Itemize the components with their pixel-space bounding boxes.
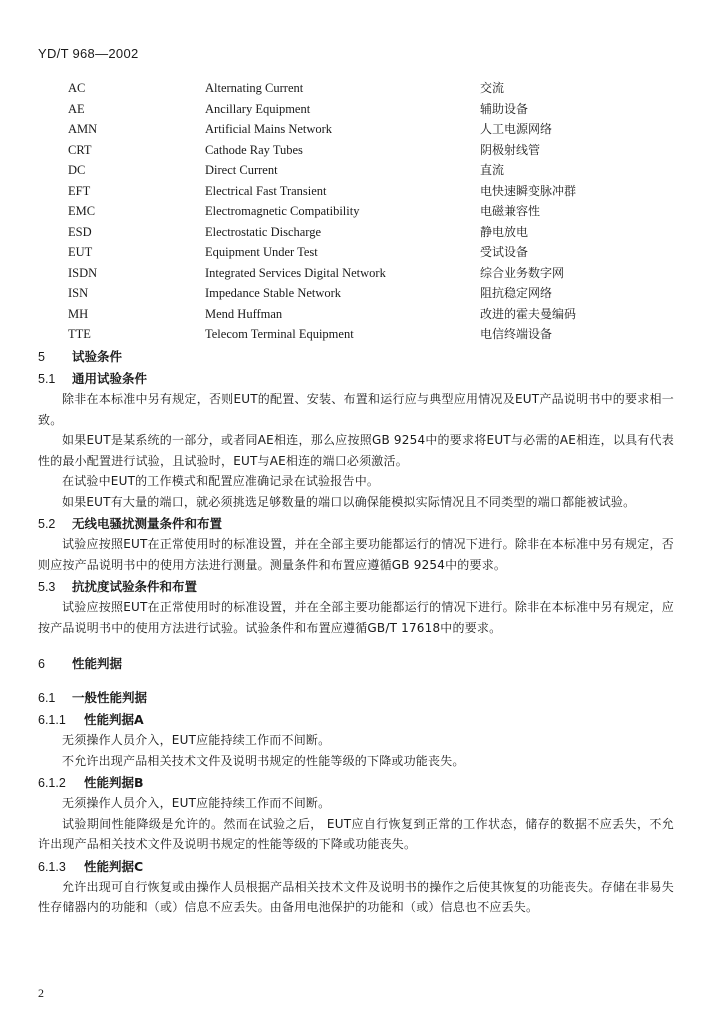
section-6-heading	[38, 654, 674, 674]
paragraph: 试验应按照EUT在正常使用时的标准设置，并在全部主要功能都运行的情况下进行。除非在本标准中另有规定，应按产品说明书中的使用方法进行试验。试验条件和布置应遵循GB/T 17618中的要求。	[38, 600, 674, 635]
paragraph: 不允许出现产品相关技术文件及说明书规定的性能等级的下降或功能丧失。	[62, 753, 465, 768]
abbreviation: EMC	[68, 204, 96, 218]
section-5-2-heading	[38, 514, 674, 534]
chinese-term: 受试设备	[480, 245, 529, 259]
page-number: 2	[38, 986, 44, 1000]
chinese-term: 辅助设备	[480, 101, 529, 116]
section-title: 一般性能判据	[72, 690, 148, 705]
abbreviation-row	[0, 242, 711, 263]
section-5-3-heading	[38, 577, 674, 597]
paragraph: 无须操作人员介入，EUT应能持续工作而不间断。	[62, 733, 331, 747]
chinese-term: 人工电源网络	[480, 122, 553, 136]
section-number: 5.1	[38, 372, 56, 386]
english-term: Integrated Services Digital Network	[205, 265, 386, 280]
section-number: 5	[38, 350, 45, 364]
english-term: Cathode Ray Tubes	[205, 142, 303, 157]
chinese-term: 电快速瞬变脉冲群	[480, 183, 577, 198]
abbreviation: EUT	[68, 245, 93, 259]
document-header-code: YD/T 968—2002	[38, 46, 139, 61]
abbreviation-row	[0, 181, 711, 202]
english-term: Equipment Under Test	[205, 245, 318, 259]
abbreviation: CRT	[68, 142, 92, 157]
english-term: Artificial Mains Network	[205, 122, 333, 136]
english-term: Mend Huffman	[205, 306, 283, 321]
abbreviation: MH	[68, 306, 89, 321]
english-term: Electrostatic Discharge	[205, 224, 322, 239]
section-title: 通用试验条件	[72, 371, 148, 386]
english-term: Alternating Current	[205, 81, 304, 95]
abbreviation: AMN	[68, 122, 98, 136]
chinese-term: 改进的霍夫曼编码	[480, 306, 577, 321]
abbreviation: AC	[68, 81, 86, 95]
paragraph: 无须操作人员介入，EUT应能持续工作而不间断。	[62, 796, 331, 810]
paragraph: 试验应按照EUT在正常使用时的标准设置，并在全部主要功能都运行的情况下进行。除非在本标准中另有规定，否则应按产品说明书中的使用方法进行测量。测量条件和布置应遵循GB 9254中的要求。	[38, 537, 674, 572]
abbreviation-row	[0, 263, 711, 284]
abbreviation-row	[0, 304, 711, 325]
english-term: Electrical Fast Transient	[205, 183, 327, 198]
section-title: 抗扰度试验条件和布置	[72, 579, 198, 594]
abbreviation: AE	[68, 101, 85, 116]
paragraph: 如果EUT是某系统的一部分，或者同AE相连，那么应按照GB 9254中的要求将EUT与必需的AE相连，以具有代表性的最小配置进行试验，且试验时，EUT与AE相连的端口必须激活。	[38, 433, 674, 468]
section-number: 5.2	[38, 517, 56, 531]
abbreviation-row	[0, 201, 711, 222]
abbreviation: TTE	[68, 327, 91, 341]
english-term: Direct Current	[205, 163, 278, 177]
abbreviation-row	[0, 119, 711, 140]
abbreviation-row	[0, 324, 711, 345]
section-6-1-2-heading	[38, 773, 674, 793]
section-6-1-3-heading	[38, 857, 674, 877]
abbreviation-row	[0, 140, 711, 161]
abbreviation-table	[0, 78, 711, 345]
english-term: Ancillary Equipment	[205, 101, 311, 116]
document-body	[38, 347, 674, 918]
chinese-term: 电信终端设备	[480, 327, 553, 341]
chinese-term: 电磁兼容性	[480, 204, 541, 218]
section-number: 6.1	[38, 691, 56, 705]
section-title: 无线电骚扰测量条件和布置	[72, 516, 223, 531]
english-term: Telecom Terminal Equipment	[205, 327, 354, 341]
chinese-term: 静电放电	[480, 224, 529, 239]
section-5-1-heading	[38, 369, 674, 389]
paragraph: 允许出现可自行恢复或由操作人员根据产品相关技术文件及说明书的操作之后使其恢复的功能丧失。存储在非易失性存储器内的功能和（或）信息不应丢失。由备用电池保护的功能和（或）信息也不应丢失。	[38, 879, 674, 914]
section-number: 6.1.2	[38, 776, 66, 790]
section-number: 6.1.3	[38, 859, 66, 874]
english-term: Electromagnetic Compatibility	[205, 204, 360, 218]
section-number: 6	[38, 657, 45, 671]
abbreviation: ISDN	[68, 265, 98, 280]
section-6-1-1-heading	[38, 710, 674, 730]
paragraph: 在试验中EUT的工作模式和配置应准确记录在试验报告中。	[62, 474, 380, 488]
abbreviation-row	[0, 99, 711, 120]
section-number: 5.3	[38, 580, 56, 594]
section-title: 性能判据C	[84, 858, 144, 874]
section-5-heading	[38, 347, 674, 367]
section-number: 6.1.1	[38, 713, 66, 727]
section-title: 性能判据A	[84, 712, 144, 727]
abbreviation: DC	[68, 163, 86, 177]
abbreviation: EFT	[68, 183, 91, 198]
chinese-term: 阻抗稳定网络	[480, 286, 553, 300]
abbreviation: ISN	[68, 286, 89, 300]
paragraph: 试验期间性能降级是允许的。然而在试验之后， EUT应自行恢复到正常的工作状态，储存的数据不应丢失，不允许出现产品相关技术文件及说明书规定的性能等级的下降或功能丧失。	[38, 816, 674, 851]
abbreviation: ESD	[68, 224, 92, 239]
abbreviation-row	[0, 283, 711, 304]
chinese-term: 交流	[480, 81, 505, 95]
section-title: 试验条件	[72, 349, 123, 364]
chinese-term: 综合业务数字网	[480, 265, 565, 280]
abbreviation-row	[0, 78, 711, 99]
english-term: Impedance Stable Network	[205, 286, 342, 300]
chinese-term: 阴极射线管	[480, 142, 541, 157]
section-6-1-heading	[38, 688, 674, 708]
chinese-term: 直流	[480, 163, 505, 177]
abbreviation-row	[0, 160, 711, 181]
section-title: 性能判据B	[84, 775, 144, 790]
section-title: 性能判据	[72, 656, 123, 671]
paragraph: 如果EUT有大量的端口，就必须挑选足够数量的端口以确保能模拟实际情况且不同类型的端口都能被试验。	[62, 494, 636, 509]
abbreviation-row	[0, 222, 711, 243]
paragraph: 除非在本标准中另有规定，否则EUT的配置、安装、布置和运行应与典型应用情况及EUT产品说明书中的要求相一致。	[38, 392, 674, 427]
